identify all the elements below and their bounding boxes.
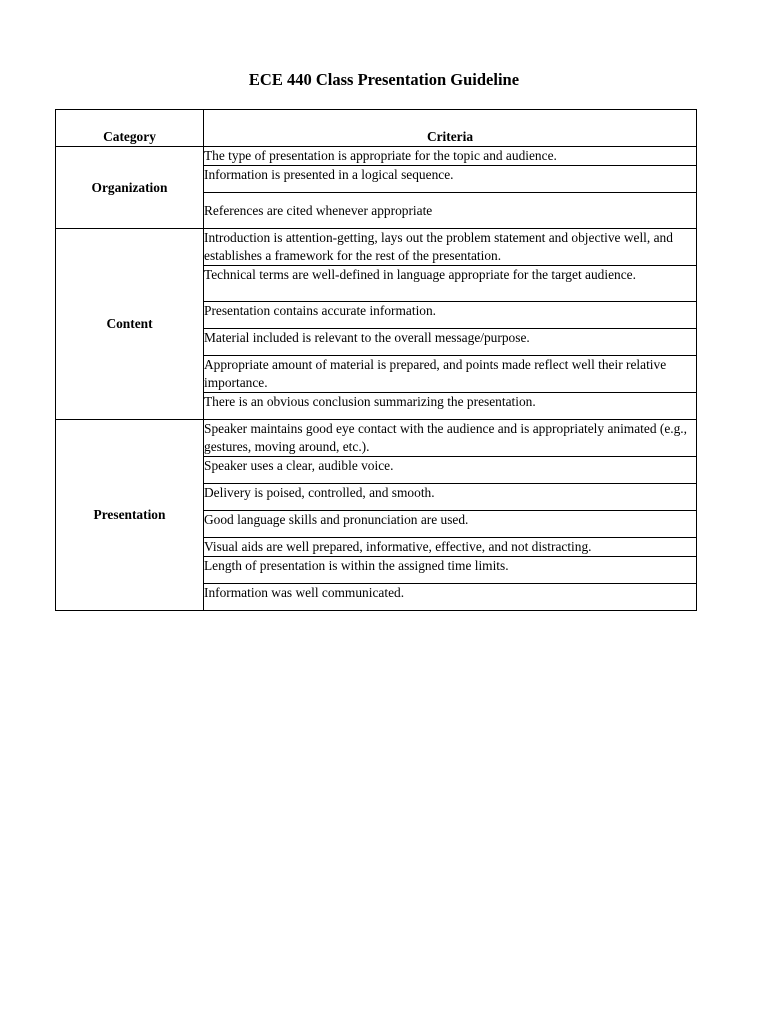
- criteria-cell: Material included is relevant to the overall message/purpose.: [204, 329, 697, 356]
- table-header-row: [56, 110, 697, 147]
- criteria-cell: Length of presentation is within the assigned time limits.: [204, 557, 697, 584]
- criteria-cell: Information was well communicated.: [204, 584, 697, 611]
- table-row: [56, 147, 697, 166]
- criteria-cell: Presentation contains accurate information.: [204, 302, 697, 329]
- category-presentation: Presentation: [56, 420, 204, 611]
- criteria-cell: Speaker uses a clear, audible voice.: [204, 457, 697, 484]
- criteria-cell: Technical terms are well-defined in language appropriate for the target audience.: [204, 266, 697, 302]
- criteria-cell: Delivery is poised, controlled, and smooth.: [204, 484, 697, 511]
- guideline-table: [55, 109, 697, 611]
- table-row: [56, 229, 697, 266]
- category-header: Category: [56, 110, 204, 147]
- criteria-cell: Introduction is attention-getting, lays out the problem statement and objective well, and establishes a framework for the rest of the presentation.: [204, 229, 697, 266]
- criteria-cell: There is an obvious conclusion summarizing the presentation.: [204, 393, 697, 420]
- criteria-cell: Good language skills and pronunciation are used.: [204, 511, 697, 538]
- criteria-cell: Visual aids are well prepared, informative, effective, and not distracting.: [204, 538, 697, 557]
- criteria-cell: Appropriate amount of material is prepared, and points made reflect well their relative importance.: [204, 356, 697, 393]
- table-row: [56, 420, 697, 457]
- criteria-cell: Information is presented in a logical sequence.: [204, 166, 697, 193]
- document-title: ECE 440 Class Presentation Guideline: [248, 70, 520, 89]
- criteria-cell: The type of presentation is appropriate for the topic and audience.: [204, 147, 697, 166]
- criteria-cell: References are cited whenever appropriate: [204, 193, 697, 229]
- category-content: Content: [56, 229, 204, 420]
- criteria-cell: Speaker maintains good eye contact with the audience and is appropriately animated (e.g., gestures, moving around, etc.).: [204, 420, 697, 457]
- criteria-header: Criteria: [204, 110, 697, 147]
- category-organization: Organization: [56, 147, 204, 229]
